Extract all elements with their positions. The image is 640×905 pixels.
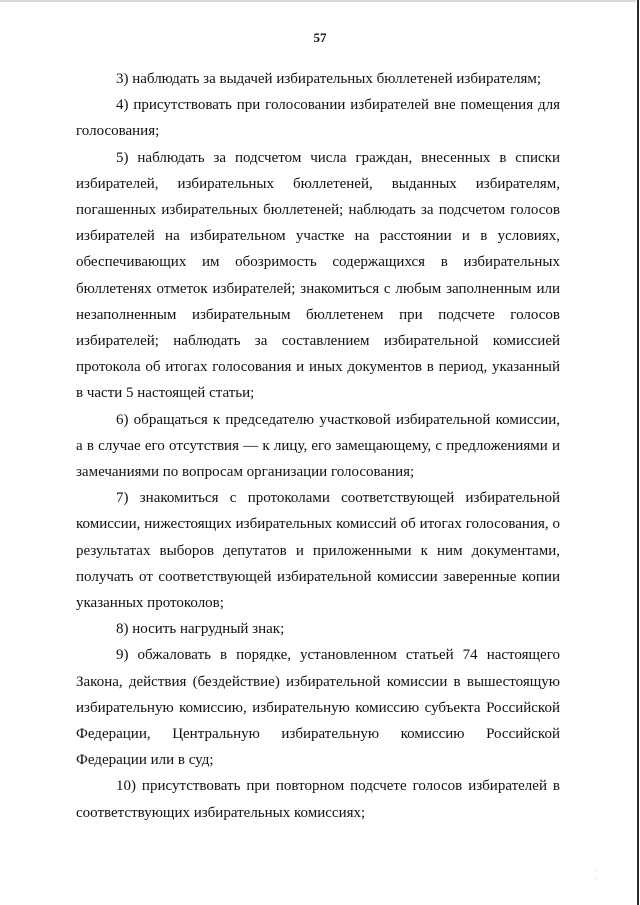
paragraph-item-10: 10) присутствовать при повторном подсчете голосов избирателей в соответствующих избирательных комиссиях; bbox=[76, 778, 560, 821]
paragraph-item-6: 6) обращаться к председателю участковой избирательной комиссии, а в случае его отсутствия — к лицу, его замещающему, с предложениями и замечаниями по вопросам организации голосования; bbox=[76, 411, 560, 481]
page-right-border bbox=[637, 0, 639, 905]
paragraph-item-3: 3) наблюдать за выдачей избирательных бюллетеней избирателям; bbox=[116, 71, 542, 87]
document-body bbox=[76, 66, 560, 826]
page-top-border bbox=[0, 0, 636, 2]
page-number: 57 bbox=[313, 30, 327, 45]
paragraph-item-5: 5) наблюдать за подсчетом числа граждан, внесенных в списки избирателей, избирательных бюллетеней, выданных избирателям, погашенных избирательных бюллетеней; наблюдать за подсчетом голосов избирателей на избирательном участке на расстоянии и в условиях, обеспечивающих им обозримость содержащихся в избирательных бюллетенях отметок избирателей; знакомиться с любым заполненным или незаполненным избирательным бюллетенем при подсчете голосов избирателей; наблюдать за составлением избирательной комиссией протокола об итогах голосования и иных документов в период, указанный в части 5 настоящей статьи; bbox=[76, 149, 560, 402]
paragraph-item-7: 7) знакомиться с протоколами соответствующей избирательной комиссии, нижестоящих избирательных комиссий об итогах голосования, о результатах выборов депутатов и приложенными к ним документами, получать от соответствующей избирательной комиссии заверенные копии указанных протоколов; bbox=[76, 490, 560, 612]
paragraph-item-8: 8) носить нагрудный знак; bbox=[116, 621, 285, 638]
paragraph-item-9: 9) обжаловать в порядке, установленном статьей 74 настоящего Закона, действия (бездействие) избирательной комиссии в вышестоящую избирательную комиссию, избирательную комиссию субъекта Российской Федерации, Центральную избирательную комиссию Российской Федерации или в суд; bbox=[76, 647, 560, 769]
scan-speck: · · bbox=[594, 867, 597, 883]
paragraph-item-4: 4) присутствовать при голосовании избирателей вне помещения для голосования; bbox=[76, 97, 560, 140]
